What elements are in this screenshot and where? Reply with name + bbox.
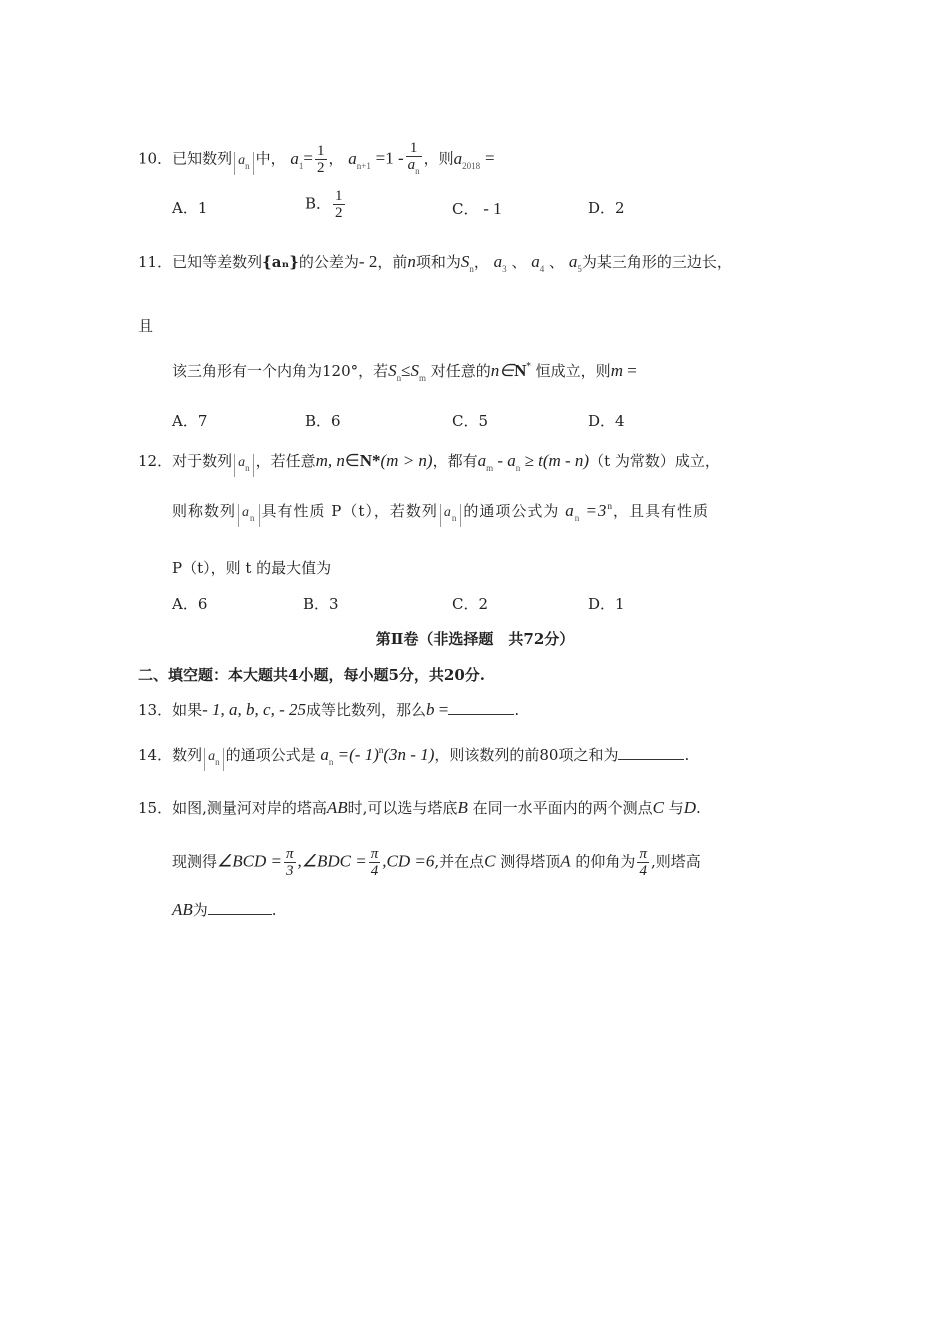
q11-number: 11． <box>138 253 173 271</box>
q11-condition: 该三角形有一个内角为120°，若$S_n\le S_m$ 对任意的n∈N* 恒成立，则m = <box>172 361 637 383</box>
q11-option-a: A．7 <box>172 412 208 430</box>
q11-stem: 11．已知等差数列{aₙ}的公差为- 2，前n项和为$S_n$， $a_3$ 、 $a_4$ 、 $a_5$为某三角形的三边长， <box>138 252 732 274</box>
q15-question: AB为 . <box>172 900 277 919</box>
q12-option-c: C．2 <box>452 595 489 613</box>
q12-option-b: B．3 <box>303 595 339 613</box>
q12-number: 12． <box>138 452 173 470</box>
q11-option-c: C．5 <box>452 412 489 430</box>
q12-stem: 12．对于数列 $a_n$ ，若任意m, n∈N*(m > n)，都有$a_m - a_n \ge t(m - n)(t$ 为常数）成立， <box>138 451 720 478</box>
section-title: 第Ⅱ卷（非选择题 共72分） <box>375 630 575 648</box>
q10-stem: 10．已知数列 $a_n$ 中， $a_1=$ $\frac{1}{2}$ ， $a_{n+1} =1$ - $\frac{1}{a_n}$ ，则$a_{2018}$ = <box>138 140 495 179</box>
answer-blank <box>208 900 272 915</box>
q13-number: 13． <box>138 701 173 719</box>
answer-blank <box>618 745 684 760</box>
q12-question: P（t），则 t 的最大值为 <box>172 559 332 577</box>
q13-stem: 13．如果- 1, a, b, c, - 25成等比数列，那么b = . <box>138 700 520 719</box>
q10-option-a: A．1 <box>172 199 208 217</box>
q11-option-b: B．6 <box>305 412 341 430</box>
q10-option-d: D．2 <box>588 199 625 217</box>
q14-number: 14． <box>138 746 173 764</box>
q10-option-b: B． $\frac{1}{2}$ <box>305 188 343 221</box>
fraction-half: $\frac{1}{2}$ <box>317 143 325 176</box>
q15-measure: 现测得∠BCD = $\frac{\pi}{3}$ ,∠BDC = $\frac{\pi}{4}$ ,CD =6,并在点C 测得塔顶A 的仰角为 $\frac{\pi}{4}$ ,则塔高 <box>172 846 701 879</box>
q11-stem-cont: 且 <box>138 317 154 335</box>
fraction-one-over-an: $\frac{1}{a_n}$ <box>406 140 422 179</box>
q15-number: 15． <box>138 799 173 817</box>
answer-blank <box>448 700 514 715</box>
q12-definition: 则称数列 $a_n$ 具有性质 P（t），若数列 $a_n$ 的通项公式为 $a_n =3^n$，且具有性质 <box>172 496 709 528</box>
q12-option-a: A．6 <box>172 595 208 613</box>
q12-option-d: D．1 <box>588 595 625 613</box>
section-heading: 二、填空题：本大题共4小题，每小题5分，共20分. <box>138 666 485 684</box>
q14-stem: 14．数列 $a_n$ 的通项公式是 $a_n$ =(- 1)$^n$(3n - 1)，则该数列的前80项之和为 . <box>138 740 689 772</box>
q15-stem: 15．如图,测量河对岸的塔高AB时,可以选与塔底B 在同一水平面内的两个测点C 与D. <box>138 798 701 817</box>
q11-option-d: D．4 <box>588 412 625 430</box>
q10-option-c: C． - 1 <box>452 199 502 218</box>
q10-number: 10． <box>138 149 173 168</box>
sequence-an: $a_n$ <box>234 152 254 175</box>
